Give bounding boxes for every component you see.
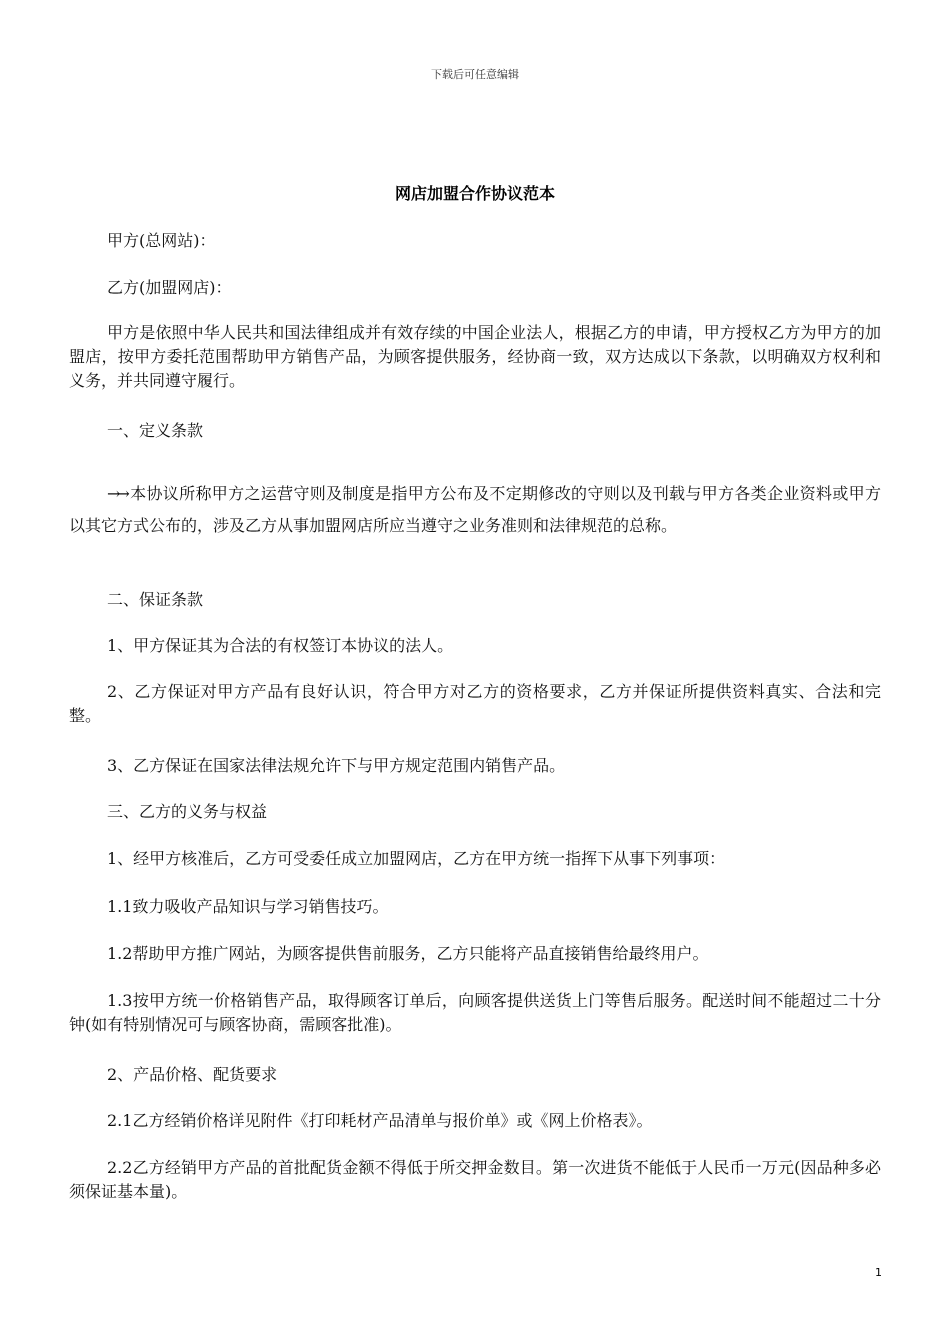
pricing-clause-2-2: 2.2乙方经销甲方产品的首批配货金额不得低于所交押金数目。第一次进货不能低于人民币一万元(因品种多必须保证基本量)。 bbox=[69, 1158, 881, 1201]
guarantee-clause-3: 3、乙方保证在国家法律法规允许下与甲方规定范围内销售产品。 bbox=[107, 756, 566, 775]
party-a-line: 甲方(总网站)： bbox=[107, 231, 216, 250]
guarantee-clause-1: 1、甲方保证其为合法的有权签订本协议的法人。 bbox=[107, 636, 454, 655]
preamble-paragraph: 甲方是依照中华人民共和国法律组成并有效存续的中国企业法人，根据乙方的申请，甲方授权乙方为甲方的加盟店，按甲方委托范围帮助甲方销售产品，为顾客提供服务，经协商一致，双方达成以下条款，以明确双方权利和义务，并共同遵守履行。 bbox=[69, 323, 881, 390]
pricing-clause-2-1: 2.1乙方经销价格详见附件《打印耗材产品清单与报价单》或《网上价格表》。 bbox=[107, 1111, 653, 1130]
section-heading-obligations: 三、乙方的义务与权益 bbox=[107, 802, 268, 821]
party-b-line: 乙方(加盟网店)： bbox=[107, 278, 232, 297]
pricing-heading: 2、产品价格、配货要求 bbox=[107, 1065, 278, 1084]
page-number: 1 bbox=[875, 1266, 882, 1279]
obligation-clause-1-3: 1.3按甲方统一价格销售产品，取得顾客订单后，向顾客提供送货上门等售后服务。配送时间不能超过二十分钟(如有特别情况可与顾客协商，需顾客批准)。 bbox=[69, 991, 881, 1034]
guarantee-clause-2: 2、乙方保证对甲方产品有良好认识，符合甲方对乙方的资格要求，乙方并保证所提供资料真实、合法和完整。 bbox=[69, 682, 881, 725]
obligation-clause-1-2: 1.2帮助甲方推广网站，为顾客提供售前服务，乙方只能将产品直接销售给最终用户。 bbox=[107, 944, 709, 963]
definition-text: 本协议所称甲方之运营守则及制度是指甲方公布及不定期修改的守则以及刊载与甲方各类企业资料或甲方以其它方式公布的，涉及乙方从事加盟网店所应当遵守之业务准则和法律规范的总称。 bbox=[69, 484, 881, 535]
document-title: 网店加盟合作协议范本 bbox=[394, 184, 555, 203]
page-header-note: 下载后可任意编辑 bbox=[431, 68, 519, 81]
obligation-clause-1: 1、经甲方核准后，乙方可受委任成立加盟网店，乙方在甲方统一指挥下从事下列事项： bbox=[107, 849, 726, 868]
section-heading-definitions: 一、定义条款 bbox=[107, 421, 204, 440]
definition-paragraph bbox=[69, 478, 881, 542]
section-heading-guarantees: 二、保证条款 bbox=[107, 590, 204, 609]
arrow-marker: →→ bbox=[107, 484, 126, 503]
obligation-clause-1-1: 1.1致力吸收产品知识与学习销售技巧。 bbox=[107, 897, 389, 916]
